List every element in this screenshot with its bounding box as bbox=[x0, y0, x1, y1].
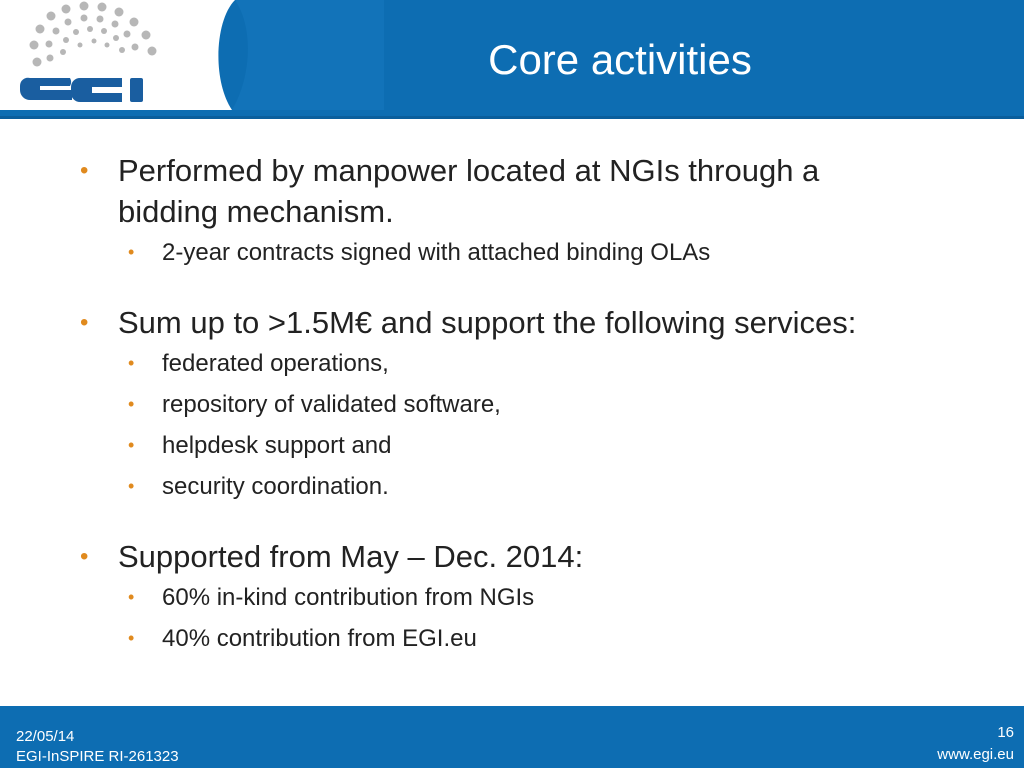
sub-bullet-text: repository of validated software, bbox=[162, 391, 501, 418]
sub-bullet-item bbox=[0, 343, 1024, 384]
sub-bullet-text: 40% contribution from EGI.eu bbox=[162, 625, 477, 652]
bullet-icon: • bbox=[128, 476, 135, 496]
bullet-icon: • bbox=[128, 628, 135, 648]
bullet-group-services bbox=[0, 302, 1024, 507]
sub-bullet-item bbox=[0, 577, 1024, 618]
sub-bullet-text: 2-year contracts signed with attached binding OLAs bbox=[162, 239, 711, 266]
page-number: 16 bbox=[997, 724, 1014, 741]
bullet-item bbox=[0, 536, 918, 577]
sub-bullet-text: security coordination. bbox=[162, 473, 389, 500]
footer-project-id: EGI-InSPIRE RI-261323 bbox=[16, 748, 179, 765]
bullet-text: Sum up to >1.5M€ and support the following services: bbox=[118, 305, 857, 340]
sub-bullet-text: federated operations, bbox=[162, 350, 389, 377]
bullet-group-manpower bbox=[0, 150, 1024, 273]
bullet-icon: • bbox=[80, 543, 89, 570]
bullet-icon: • bbox=[128, 242, 135, 262]
bullet-icon: • bbox=[128, 435, 135, 455]
header-bar bbox=[0, 0, 1024, 118]
footer-date: 22/05/14 bbox=[16, 728, 75, 745]
bullet-icon: • bbox=[128, 394, 135, 414]
sub-bullet-item bbox=[0, 384, 1024, 425]
bullet-text: Performed by manpower located at NGIs through a bidding mechanism. bbox=[118, 153, 820, 229]
footer-url: www.egi.eu bbox=[937, 746, 1014, 763]
bullet-icon: • bbox=[128, 353, 135, 373]
sub-bullet-text: 60% in-kind contribution from NGIs bbox=[162, 584, 535, 611]
bullet-item bbox=[0, 302, 918, 343]
bullet-item bbox=[0, 150, 918, 232]
sub-bullet-item bbox=[0, 618, 1024, 659]
egi-logo bbox=[0, 0, 384, 110]
header-divider bbox=[0, 116, 1024, 119]
bullet-icon: • bbox=[80, 309, 89, 336]
sub-bullet-text: helpdesk support and bbox=[162, 432, 392, 459]
bullet-icon: • bbox=[128, 587, 135, 607]
bullet-text: Supported from May – Dec. 2014: bbox=[118, 539, 584, 574]
bullet-group-supported bbox=[0, 536, 1024, 659]
footer-bar bbox=[0, 706, 1024, 768]
sub-bullet-item bbox=[0, 425, 1024, 466]
bullet-icon: • bbox=[80, 157, 89, 184]
slide-title: Core activities bbox=[488, 36, 752, 83]
sub-bullet-item bbox=[0, 466, 1024, 507]
sub-bullet-item bbox=[0, 232, 1024, 273]
